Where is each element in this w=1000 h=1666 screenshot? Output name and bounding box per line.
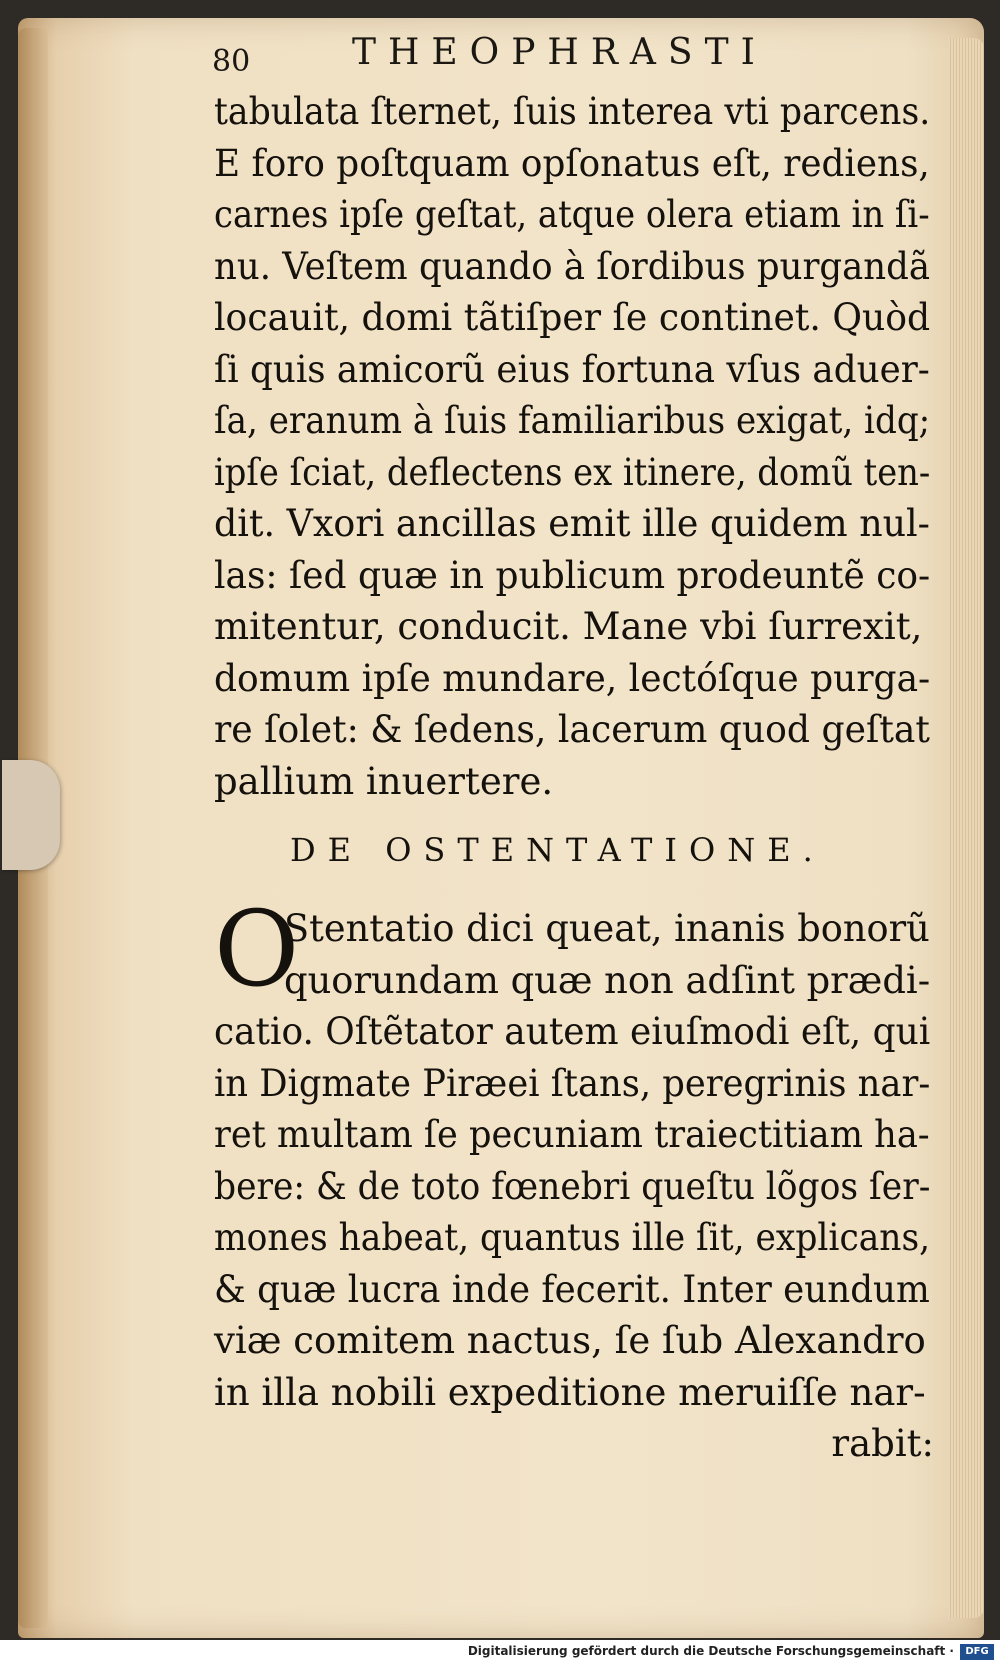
text-line: E foro poſtquam opſonatus eſt, rediens, [214,141,930,185]
text-line: viæ comitem nactus, ſe ſub Alexandro [214,1319,926,1362]
text-line: quorundam quæ non adſint prædi- [284,958,931,1002]
text-line: dit. Vxori ancillas emit ille quidem nul- [214,502,930,545]
text-line: in illa nobili expeditione meruiſſe nar- [214,1370,926,1414]
page-fore-edge [948,38,984,1618]
text-line: nu. Veſtem quando à ſordibus purgandã [214,244,931,288]
page-tab [2,760,60,870]
section-paragraph [214,888,934,1470]
text-line: bere: & de toto fœnebri queſtu lõgos ſer- [214,1164,931,1208]
text-line: & quæ lucra inde fecerit. Inter eundum [214,1267,930,1311]
text-line: catio. Oſtẽtator autem eiuſmodi eſt, qui [214,1010,931,1053]
text-line: locauit, domi tãtiſper ſe continet. Quòd [214,296,931,339]
text-line: ret multam ſe pecuniam traiectitiam ha- [214,1113,930,1156]
text-line: ſi quis amicorũ eius fortuna vſus aduer- [214,347,930,391]
text-line: ipſe ſciat, deflectens ex itinere, domũ ten- [214,450,931,494]
text-line: re ſolet: & ſedens, lacerum quod geſtat [214,708,930,751]
drop-cap: O [214,888,300,1010]
text-line: carnes ipſe geſtat, atque olera etiam in ſi- [214,193,930,236]
text-line: ſa, eranum à ſuis familiaribus exigat, idq; [214,399,931,442]
text-line: las: ſed quæ in publicum prodeuntẽ co- [214,553,931,597]
text-line: pallium inuertere. [214,759,554,803]
text-line: Stentatio dici queat, inanis bonorũ [284,907,930,950]
footer-bar [0,1640,1000,1666]
section-heading: DE OSTENTATIONE. [290,831,825,869]
text-line: domum ipſe mundare, lectóſque purga- [214,656,931,700]
text-line: in Digmate Piræei ſtans, peregrinis nar- [214,1061,931,1105]
funding-credit: Digitalisierung gefördert durch die Deutsche Forschungsgemeinschaft · [467,1644,954,1658]
dfg-logo: DFG [960,1644,994,1660]
running-title: THEOPHRASTI [352,32,767,73]
text-line: mones habeat, quantus ille ſit, explicans, [214,1216,931,1259]
text-line: mitentur, conducit. Mane vbi ſurrexit, [214,605,923,648]
catchword: rabit: [831,1422,934,1465]
page-number: 80 [212,44,251,79]
text-line: tabulata ſternet, ſuis interea vti parcens. [214,90,931,133]
page-header [212,30,902,79]
page-text [214,86,934,1470]
